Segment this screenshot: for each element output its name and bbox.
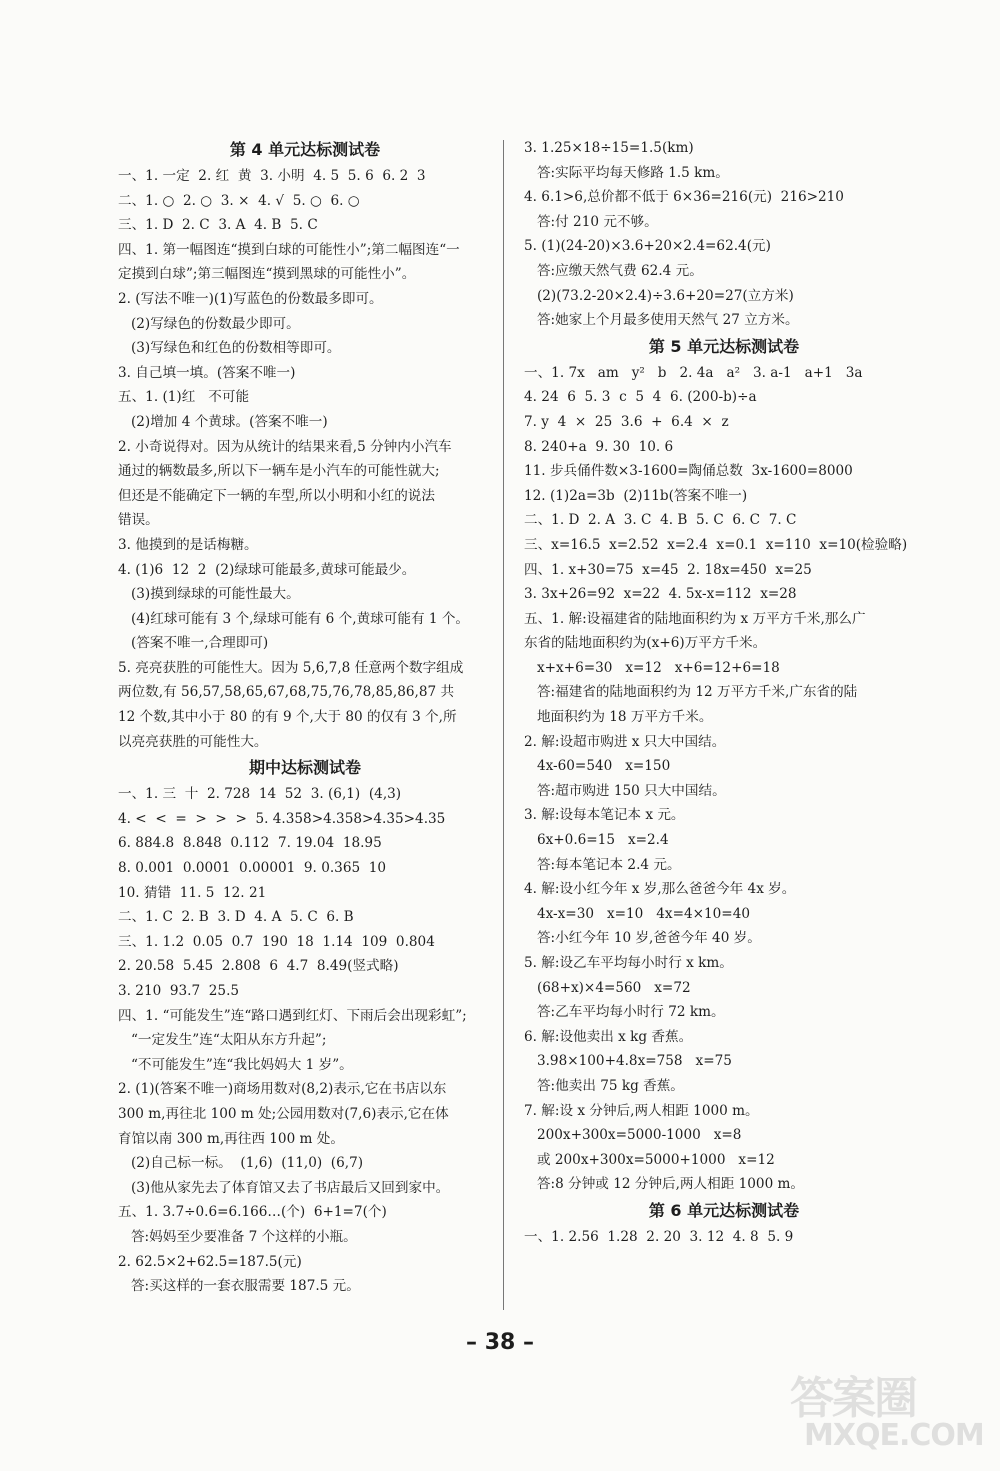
- answer-line: 五、1. (1)红 不可能: [118, 389, 250, 406]
- answer-line: 但还是不能确定下一辆的车型,所以小明和小红的说法: [118, 487, 435, 504]
- answer-line: 4x-x=30 x=10 4x=4×10=40: [524, 905, 750, 922]
- answer-line: 2. 20.58 5.45 2.808 6 4.7 8.49(竖式略): [118, 958, 399, 975]
- answer-line: 定摸到白球”;第三幅图连“摸到黑球的可能性小”。: [118, 266, 416, 283]
- answer-line: 答:超市购进 150 只大中国结。: [524, 782, 726, 799]
- answer-line: 四、1. 第一幅图连“摸到白球的可能性小”;第二幅图连“一: [118, 241, 460, 258]
- right-column: [524, 136, 924, 1250]
- answer-line: 6. 884.8 8.848 0.112 7. 19.04 18.95: [118, 835, 382, 852]
- section-title: 第 6 单元达标测试卷: [648, 1200, 800, 1220]
- answer-line: 以亮亮获胜的可能性大。: [118, 733, 268, 750]
- section-title: 第 5 单元达标测试卷: [648, 336, 800, 356]
- answer-line: x+x+6=30 x=12 x+6=12+6=18: [524, 659, 780, 676]
- answer-line: 6. 解:设他卖出 x kg 香蕉。: [524, 1028, 693, 1045]
- answer-line: 11. 步兵俑件数×3-1600=陶俑总数 3x-1600=8000: [524, 463, 853, 480]
- answer-line: 2. (写法不唯一)(1)写蓝色的份数最多即可。: [118, 290, 383, 307]
- answer-line: 5. 解:设乙车平均每小时行 x km。: [524, 955, 733, 971]
- answer-line: 3. 解:设每本笔记本 x 元。: [524, 807, 685, 824]
- answer-line: 5. 亮亮获胜的可能性大。因为 5,6,7,8 任意两个数字组成: [118, 659, 464, 676]
- answer-line: 四、1. x+30=75 x=45 2. 18x=450 x=25: [524, 561, 812, 578]
- answer-line: 3. 3x+26=92 x=22 4. 5x-x=112 x=28: [524, 586, 797, 603]
- answer-line: 答:她家上个月最多使用天然气 27 立方米。: [524, 312, 799, 329]
- answer-line: 一、1. 7x am y² b 2. 4a a² 3. a-1 a+1 3a: [524, 364, 863, 381]
- answer-line: 4. < < = > > > 5. 4.35̇8̇>4.358>4.3̇5̇>4.35̇: [118, 810, 446, 827]
- answer-line: 3. 自己填一填。(答案不唯一): [118, 364, 296, 381]
- answer-line: (2)(73.2-20×2.4)÷3.6+20=27(立方米): [524, 287, 794, 304]
- answer-line: 7. 解:设 x 分钟后,两人相距 1000 m。: [524, 1102, 759, 1119]
- answer-line: 一、1. 三 十 2. 728 14 52 3. (6,1) (4,3): [118, 786, 402, 803]
- answer-line: “不可能发生”连“我比妈妈大 1 岁”。: [118, 1056, 353, 1073]
- answer-line: 四、1. “可能发生”连“路口遇到红灯、下雨后会出现彩虹”;: [118, 1007, 467, 1024]
- answer-line: 4. 解:设小红今年 x 岁,那么爸爸今年 4x 岁。: [524, 881, 796, 898]
- answer-line: 一、1. 2.56 1.28 2. 20 3. 12 4. 8 5. 9: [524, 1228, 794, 1245]
- answer-line: 五、1. 3.7÷0.6=6.166…(个) 6+1=7(个): [118, 1204, 387, 1221]
- answer-line: 通过的辆数最多,所以下一辆车是小汽车的可能性就大;: [118, 463, 440, 480]
- answer-line: (2)增加 4 个黄球。(答案不唯一): [118, 413, 328, 430]
- watermark-line-1: 答案圈: [790, 1373, 916, 1424]
- answer-line: 3. 他摸到的是话梅糖。: [118, 536, 258, 553]
- answer-line: 12. (1)2a=3b (2)11b(答案不唯一): [524, 487, 748, 504]
- watermark-logo: [790, 1360, 990, 1460]
- answer-line: 3.98×100+4.8x=758 x=75: [524, 1053, 732, 1070]
- watermark-line-2: MXQE.COM: [804, 1418, 984, 1453]
- page-number: – 38 –: [466, 1330, 534, 1355]
- answer-line: 2. 小奇说得对。因为从统计的结果来看,5 分钟内小汽车: [118, 438, 452, 455]
- answer-line: 答:付 210 元不够。: [524, 213, 658, 230]
- answer-line: 2. 解:设超市购进 x 只大中国结。: [524, 733, 726, 750]
- answer-line: 东省的陆地面积约为(x+6)万平方千米。: [524, 635, 767, 652]
- section-title: 期中达标测试卷: [248, 758, 361, 778]
- answer-line: 答:福建省的陆地面积约为 12 万平方千米,广东省的陆: [524, 684, 858, 701]
- answer-line: 育馆以南 300 m,再往西 100 m 处。: [118, 1130, 344, 1147]
- answer-line: 4x-60=540 x=150: [524, 758, 671, 775]
- answer-line: 错误。: [118, 512, 159, 529]
- answer-line: 8. 0.00̇1 0.000̇1 0.0000̇1 9. 0.365 10: [118, 860, 387, 877]
- answer-line: (3)他从家先去了体育馆又去了书店最后又回到家中。: [118, 1179, 450, 1196]
- answer-line: 3. 210 93.7 25.5: [118, 983, 240, 999]
- section-title: 第 4 单元达标测试卷: [229, 140, 381, 159]
- answer-line: 答:妈妈至少要准备 7 个这样的小瓶。: [118, 1228, 357, 1245]
- answer-line: 答:每本笔记本 2.4 元。: [524, 856, 681, 873]
- answer-line: 6x+0.6=15 x=2.4: [524, 832, 669, 849]
- answer-line: (2)写绿色的份数最少即可。: [118, 315, 300, 332]
- answer-line: 4. (1)6 12 2 (2)绿球可能最多,黄球可能最少。: [118, 561, 416, 578]
- answer-line: (2)自己标一标。 (1,6) (11,0) (6,7): [118, 1155, 364, 1172]
- answer-line: 答:乙车平均每小时行 72 km。: [524, 1004, 725, 1021]
- answer-line: 8. 240+a 9. 30 10. 6: [524, 438, 674, 455]
- answer-line: 4. 24 6 5. 3 c 5 4 6. (200-b)÷a: [524, 389, 757, 406]
- answer-line: (答案不唯一,合理即可): [118, 635, 269, 652]
- answer-line: (4)红球可能有 3 个,绿球可能有 6 个,黄球可能有 1 个。: [118, 610, 470, 627]
- answer-line: 5. (1)(24-20)×3.6+20×2.4=62.4(元): [524, 238, 771, 255]
- answer-line: 答:小红今年 10 岁,爸爸今年 40 岁。: [524, 930, 761, 947]
- answer-line: 10. 猜错 11. 5 12. 21: [118, 884, 267, 901]
- answer-line: 三、1. 1.2 0.05 0.7 190 18 1.14 109 0.804: [118, 933, 435, 950]
- answer-line: 二、1. ○ 2. ○ 3. × 4. √ 5. ○ 6. ○: [118, 192, 360, 209]
- answer-line: 两位数,有 56,57,58,65,67,68,75,76,78,85,86,87 共: [118, 684, 455, 701]
- answer-line: 7. y 4 × 25 3.6 + 6.4 × z: [524, 413, 729, 430]
- answer-line: 三、1. D 2. C 3. A 4. B 5. C: [118, 217, 318, 234]
- answer-line: 答:买这样的一套衣服需要 187.5 元。: [118, 1278, 360, 1295]
- left-column: [118, 136, 492, 1299]
- answer-line: 200x+300x=5000-1000 x=8: [524, 1127, 742, 1144]
- answer-line: (3)摸到绿球的可能性最大。: [118, 586, 300, 603]
- answer-line: 地面积约为 18 万平方千米。: [524, 709, 713, 726]
- answer-line: 五、1. 解:设福建省的陆地面积约为 x 万平方千米,那么广: [524, 610, 866, 627]
- answer-line: 答:实际平均每天修路 1.5 km。: [524, 164, 729, 181]
- answer-line: 2. 62.5×2+62.5=187.5(元): [118, 1253, 302, 1270]
- answer-line: 3. 1.25×18÷15=1.5(km): [524, 140, 694, 156]
- answer-line: 答:8 分钟或 12 分钟后,两人相距 1000 m。: [524, 1176, 805, 1193]
- answer-line: 二、1. C 2. B 3. D 4. A 5. C 6. B: [118, 909, 354, 926]
- answer-line: 12 个数,其中小于 80 的有 9 个,大于 80 的仅有 3 个,所: [118, 709, 457, 726]
- answer-line: 4. 6.1>6,总价都不低于 6×36=216(元) 216>210: [524, 189, 844, 206]
- answer-line: (3)写绿色和红色的份数相等即可。: [118, 340, 341, 357]
- answer-line: 或 200x+300x=5000+1000 x=12: [524, 1151, 775, 1168]
- answer-line: 答:他卖出 75 kg 香蕉。: [524, 1077, 684, 1094]
- answer-line: (68+x)×4=560 x=72: [524, 979, 691, 996]
- answer-line: “一定发生”连“太阳从东方升起”;: [118, 1032, 327, 1049]
- answer-line: 2. (1)(答案不唯一)商场用数对(8,2)表示,它在书店以东: [118, 1081, 447, 1098]
- answer-line: 300 m,再往北 100 m 处;公园用数对(7,6)表示,它在体: [118, 1105, 449, 1122]
- answer-line: 二、1. D 2. A 3. C 4. B 5. C 6. C 7. C: [524, 512, 797, 529]
- answer-line: 一、1. 一定 2. 红 黄 3. 小明 4. 5 5. 6 6. 2 3: [118, 168, 426, 184]
- column-divider: [503, 140, 504, 1310]
- answer-line: 三、x=16.5 x=2.52 x=2.4 x=0.1 x=110 x=10(检验略): [524, 536, 908, 553]
- answer-line: 答:应缴天然气费 62.4 元。: [524, 262, 703, 279]
